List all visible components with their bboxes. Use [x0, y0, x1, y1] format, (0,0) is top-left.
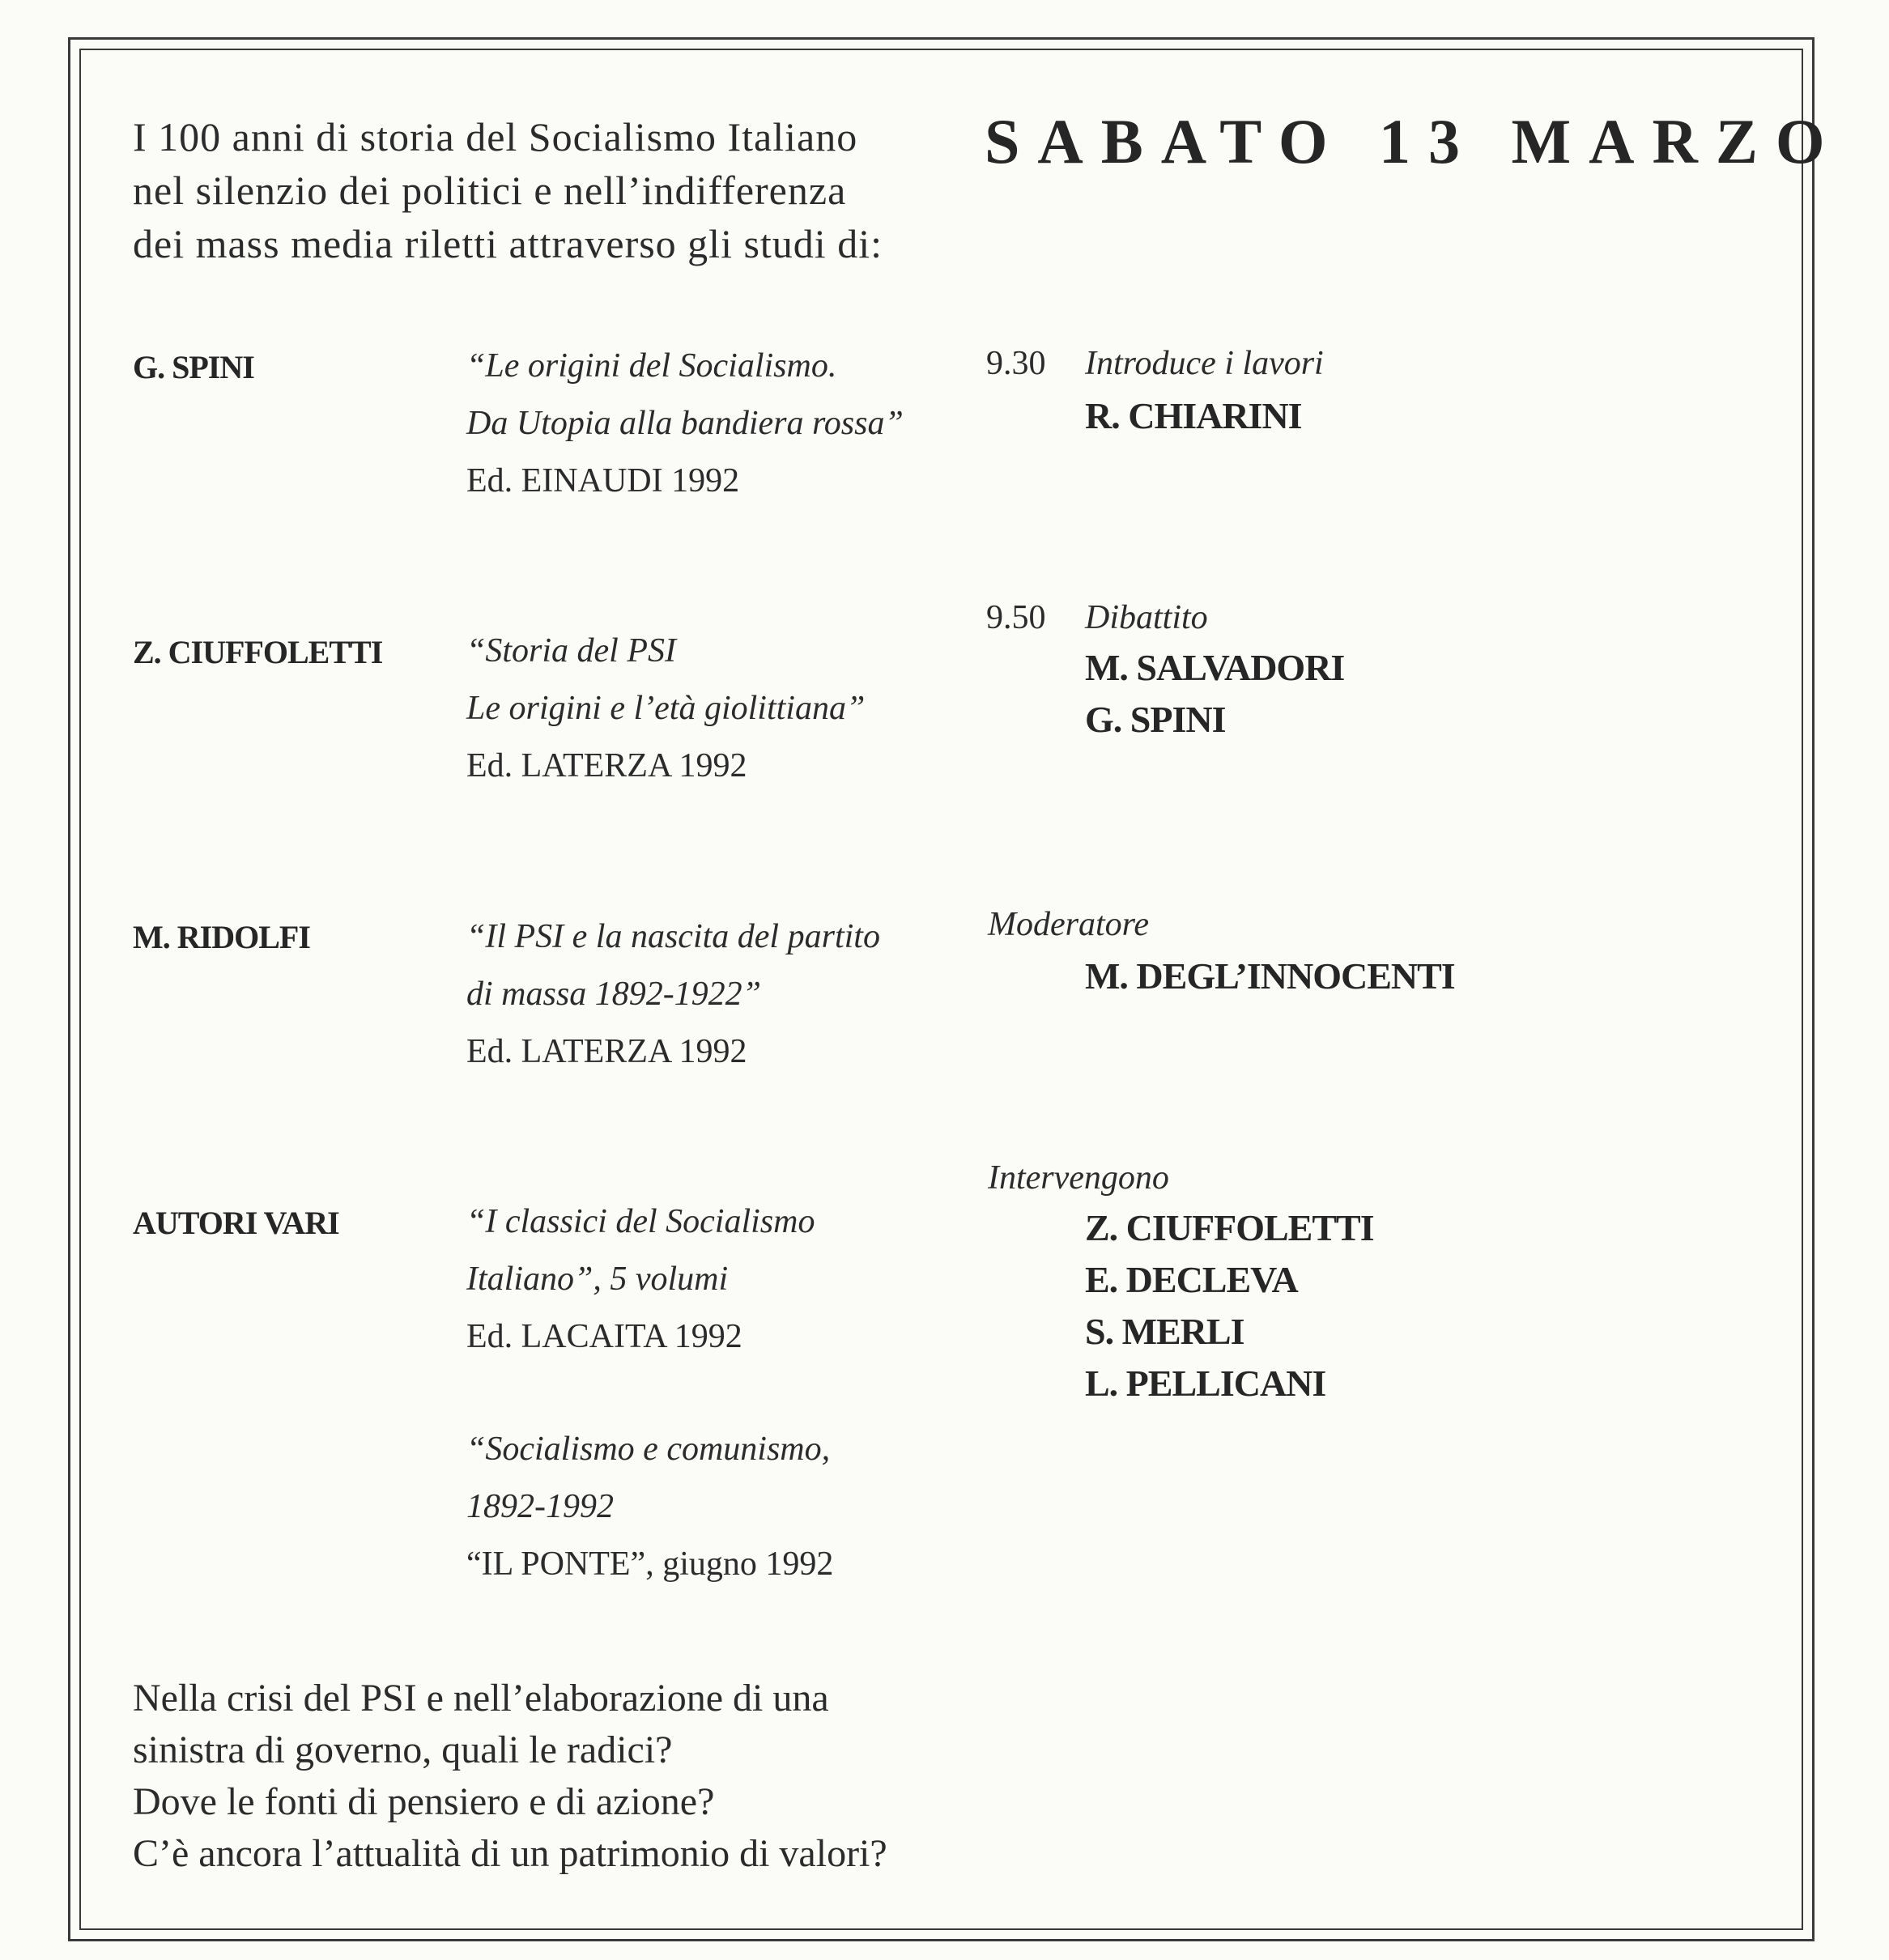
book-author: AUTORI VARI	[133, 1205, 339, 1241]
program-time: 9.50	[986, 599, 1046, 636]
speaker-list	[1085, 642, 1344, 746]
speaker-list	[1085, 390, 1302, 442]
speaker-name: Z. CIUFFOLETTI	[1085, 1207, 1374, 1248]
book-title-line: Italiano”, 5 volumi	[466, 1261, 729, 1298]
speaker-name: M. SALVADORI	[1085, 647, 1345, 688]
intro-line: I 100 anni di storia del Socialismo Italiano	[133, 114, 858, 159]
book-title-line: Da Utopia alla bandiera rossa”	[466, 405, 904, 442]
book-title-line: “Socialismo e comunismo,	[466, 1431, 831, 1468]
book-entry	[466, 908, 880, 1081]
speaker-name: S. MERLI	[1085, 1311, 1244, 1352]
speaker-name: R. CHIARINI	[1085, 395, 1302, 436]
book-title-line: di massa 1892-1922”	[466, 976, 762, 1013]
speaker-name: G. SPINI	[1085, 699, 1226, 740]
book-author: Z. CIUFFOLETTI	[133, 634, 383, 670]
program-role: Introduce i lavori	[1085, 345, 1324, 382]
book-title-line: “Il PSI e la nascita del partito	[466, 918, 880, 955]
book-entry	[466, 1421, 833, 1593]
book-edition: Ed. LACAITA 1992	[466, 1318, 742, 1355]
closing-line: sinistra di governo, quali le radici?	[133, 1728, 673, 1771]
book-title-line: “I classici del Socialismo	[466, 1203, 815, 1240]
book-edition: “IL PONTE”, giugno 1992	[466, 1545, 834, 1583]
closing-line: C’è ancora l’attualità di un patrimonio di valori?	[133, 1832, 887, 1875]
program-role: Dibattito	[1085, 599, 1208, 636]
book-entry	[466, 623, 865, 795]
speaker-list	[1085, 950, 1455, 1002]
book-title-line: 1892-1992	[466, 1488, 614, 1525]
book-author: M. RIDOLFI	[133, 919, 310, 955]
closing-line: Dove le fonti di pensiero e di azione?	[133, 1780, 715, 1823]
intro-paragraph	[133, 110, 942, 270]
intro-line: dei mass media riletti attraverso gli studi di:	[133, 221, 883, 266]
book-title-line: “Storia del PSI	[466, 632, 676, 670]
book-title-line: Le origini e l’età giolittiana”	[466, 690, 866, 727]
book-entry	[466, 338, 904, 510]
closing-line: Nella crisi del PSI e nell’elaborazione di una	[133, 1677, 829, 1720]
book-edition: Ed. LATERZA 1992	[466, 747, 747, 784]
program-role: Moderatore	[988, 906, 1150, 943]
closing-paragraph	[133, 1673, 887, 1880]
book-edition: Ed. LATERZA 1992	[466, 1033, 747, 1070]
speaker-name: M. DEGL’INNOCENTI	[1085, 955, 1455, 997]
speaker-name: L. PELLICANI	[1085, 1363, 1326, 1404]
program-role: Intervengono	[988, 1159, 1169, 1197]
speaker-name: E. DECLEVA	[1085, 1259, 1298, 1300]
intro-line: nel silenzio dei politici e nell’indifferenza	[133, 168, 847, 213]
book-title-line: “Le origini del Socialismo.	[466, 347, 837, 385]
event-date-heading: SABATO 13 MARZO	[985, 106, 1843, 176]
program-time: 9.30	[986, 345, 1046, 382]
speaker-list	[1085, 1202, 1374, 1409]
book-entry	[466, 1193, 815, 1366]
inner-border	[79, 49, 1803, 1930]
book-author: G. SPINI	[133, 349, 254, 385]
book-edition: Ed. EINAUDI 1992	[466, 462, 740, 500]
